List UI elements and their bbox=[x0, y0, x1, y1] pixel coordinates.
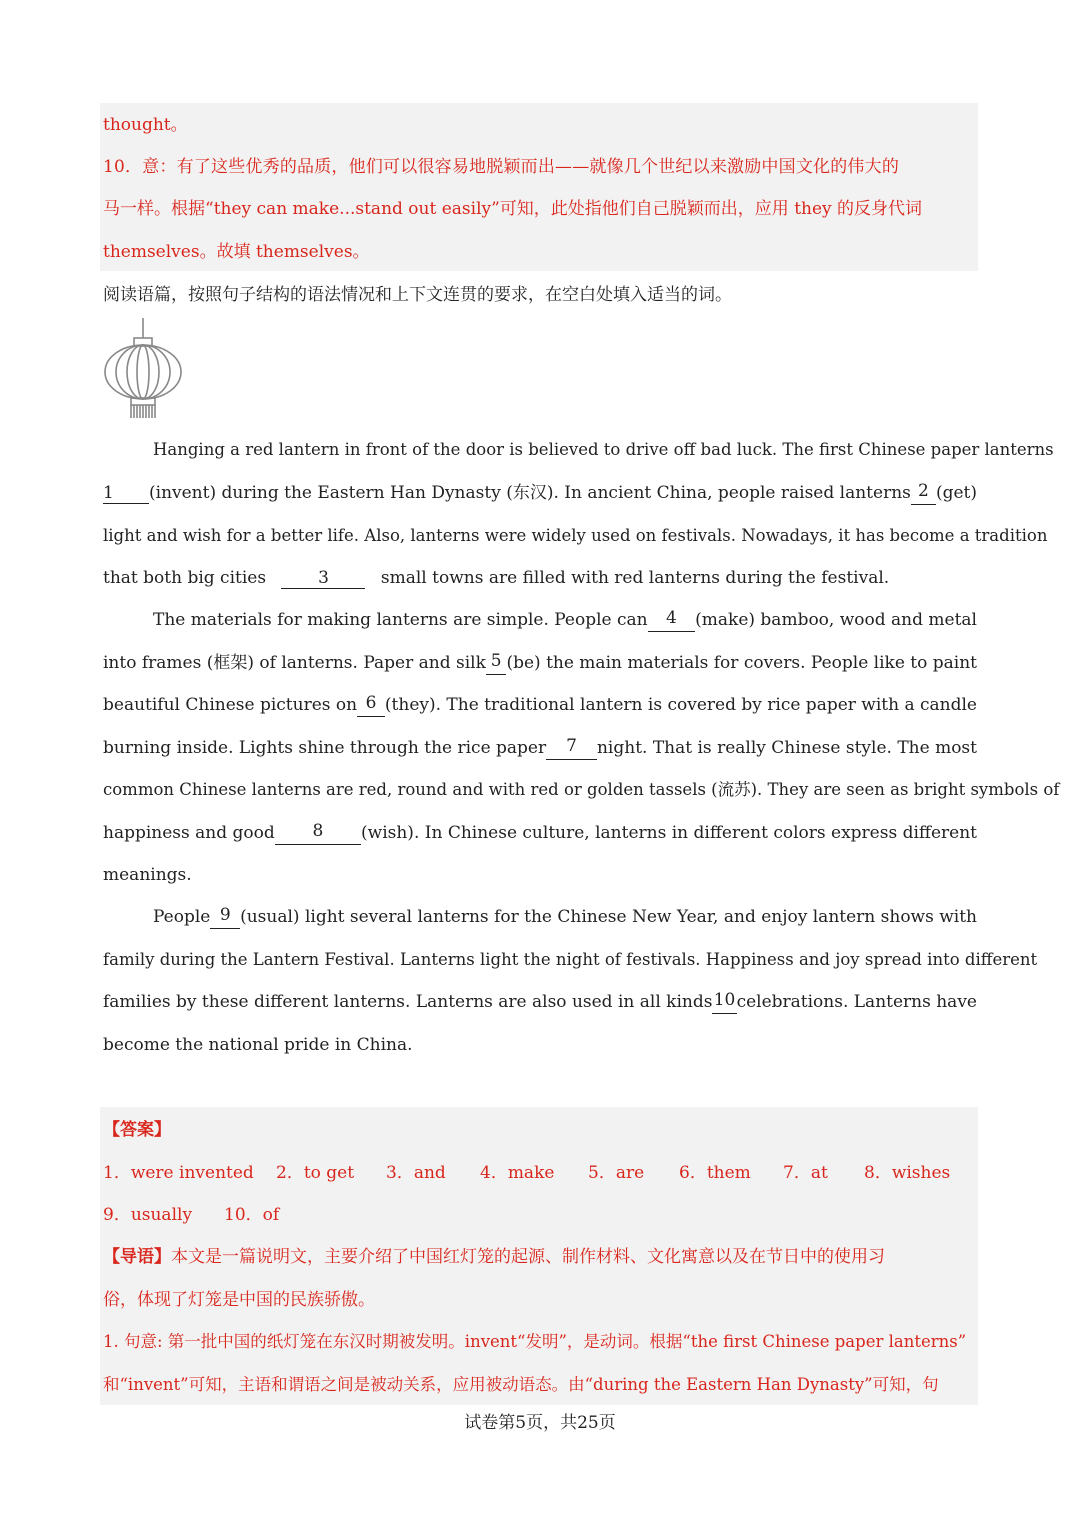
p1-line-4-end: small towns are filled with red lanterns during the festival. bbox=[380, 568, 890, 588]
p1-line-2-end: (get) bbox=[935, 483, 977, 503]
p2-line-7: meanings. bbox=[103, 865, 192, 885]
p1-line-4 bbox=[103, 566, 889, 590]
p3-line-3 bbox=[103, 990, 977, 1014]
answer-heading: 【答案】 bbox=[103, 1120, 171, 1140]
p1-line-2 bbox=[103, 481, 977, 505]
p2-line-1-end: (make) bamboo, wood and metal bbox=[695, 610, 977, 630]
p1-line-4-text: that both big cities bbox=[103, 568, 267, 588]
answer-9: 9．usually bbox=[103, 1205, 193, 1225]
explanation-line-2: 和“invent”可知，主语和谓语之间是被动关系，应用被动语态。由“during the Eastern Han Dynasty”可知，句 bbox=[103, 1375, 939, 1394]
p2-line-5: common Chinese lanterns are red, round and with red or golden tassels (流苏). They are seen as bright symbols of bbox=[103, 780, 1060, 799]
explanation-line-1: 1. 句意: 第一批中国的纸灯笼在东汉时期被发明。invent“发明”，是动词。根据“the first Chinese paper lanterns” bbox=[103, 1332, 967, 1351]
blank-8: 8 bbox=[275, 821, 361, 845]
p3-line-1-end: (usual) light several lanterns for the Chinese New Year, and enjoy lantern shows with bbox=[240, 907, 977, 927]
top-box-line-2: 10．意：有了这些优秀的品质，他们可以很容易地脱颖而出——就像几个世纪以来激励中国文化的伟大的 bbox=[103, 157, 900, 177]
p3-line-3-text: families by these different lanterns. Lanterns are also used in all kinds bbox=[103, 992, 713, 1012]
p2-line-2 bbox=[103, 651, 977, 675]
p2-line-4-text: burning inside. Lights shine through the rice paper bbox=[103, 738, 547, 758]
answer-4: 4．make bbox=[480, 1163, 555, 1183]
top-box-line-3: 马一样。根据“they can make...stand out easily”可知，此处指他们自己脱颖而出，应用 they 的反身代词 bbox=[103, 199, 923, 219]
blank-4: 4 bbox=[648, 608, 696, 632]
answer-8: 8．wishes bbox=[864, 1163, 951, 1183]
lantern-image bbox=[100, 318, 190, 420]
p2-line-6 bbox=[103, 821, 977, 845]
answer-7: 7．at bbox=[783, 1163, 828, 1183]
blank-7: 7 bbox=[546, 736, 597, 760]
p1-line-2-text: (invent) during the Eastern Han Dynasty (东汉). In ancient China, people raised lanterns bbox=[149, 483, 911, 503]
p3-line-4: become the national pride in China. bbox=[103, 1035, 413, 1055]
answer-6: 6．them bbox=[679, 1163, 751, 1183]
p3-line-3-end: celebrations. Lanterns have bbox=[736, 992, 977, 1012]
p2-line-3-end: (they). The traditional lantern is covered by rice paper with a candle bbox=[384, 695, 977, 715]
blank-1: 1 bbox=[103, 483, 149, 504]
p3-line-2: family during the Lantern Festival. Lanterns light the night of festivals. Happiness and joy spread into different bbox=[103, 950, 1038, 969]
blank-3: 3 bbox=[281, 568, 365, 589]
blank-5: 5 bbox=[486, 651, 507, 675]
p2-line-6-text: happiness and good bbox=[103, 823, 275, 843]
answer-10: 10．of bbox=[224, 1205, 280, 1225]
p2-line-3 bbox=[103, 693, 977, 717]
guide-line-1 bbox=[103, 1245, 885, 1269]
p2-line-3-text: beautiful Chinese pictures on bbox=[103, 695, 358, 715]
p1-line-3: light and wish for a better life. Also, lanterns were widely used on festivals. Nowadays, it has become a tradition bbox=[103, 526, 1048, 545]
answer-5: 5．are bbox=[588, 1163, 645, 1183]
blank-10: 10 bbox=[712, 990, 736, 1014]
p3-line-1 bbox=[153, 905, 977, 929]
p2-line-1-text: The materials for making lanterns are simple. People can bbox=[153, 610, 648, 630]
top-box-line-4: themselves。故填 themselves。 bbox=[103, 242, 370, 262]
page-footer: 试卷第5页，共25页 bbox=[464, 1413, 616, 1433]
answer-2: 2．to get bbox=[276, 1163, 355, 1183]
top-box-line-1: thought。 bbox=[103, 115, 188, 135]
p2-line-6-end: (wish). In Chinese culture, lanterns in different colors express different bbox=[361, 823, 977, 843]
p2-line-4 bbox=[103, 736, 977, 760]
answer-1: 1．were invented bbox=[103, 1163, 254, 1183]
p1-line-1: Hanging a red lantern in front of the door is believed to drive off bad luck. The first Chinese paper lanterns bbox=[153, 440, 1054, 459]
p2-line-1 bbox=[153, 608, 977, 632]
instruction: 阅读语篇，按照句子结构的语法情况和上下文连贯的要求，在空白处填入适当的词。 bbox=[103, 285, 732, 305]
blank-2: 2 bbox=[911, 481, 936, 505]
p2-line-2-end: (be) the main materials for covers. People like to paint bbox=[506, 653, 977, 673]
guide-line-2: 俗，体现了灯笼是中国的民族骄傲。 bbox=[103, 1290, 375, 1310]
p3-line-1-text: People bbox=[153, 907, 211, 927]
answer-3: 3．and bbox=[386, 1163, 446, 1183]
blank-6: 6 bbox=[357, 693, 385, 717]
p2-line-2-text: into frames (框架) of lanterns. Paper and silk bbox=[103, 653, 486, 673]
guide-heading: 【导语】 bbox=[103, 1247, 171, 1267]
guide-text-1: 本文是一篇说明文，主要介绍了中国红灯笼的起源、制作材料、文化寓意以及在节日中的使用习 bbox=[171, 1247, 885, 1267]
p2-line-4-end: night. That is really Chinese style. The most bbox=[596, 738, 977, 758]
blank-9: 9 bbox=[210, 905, 240, 929]
